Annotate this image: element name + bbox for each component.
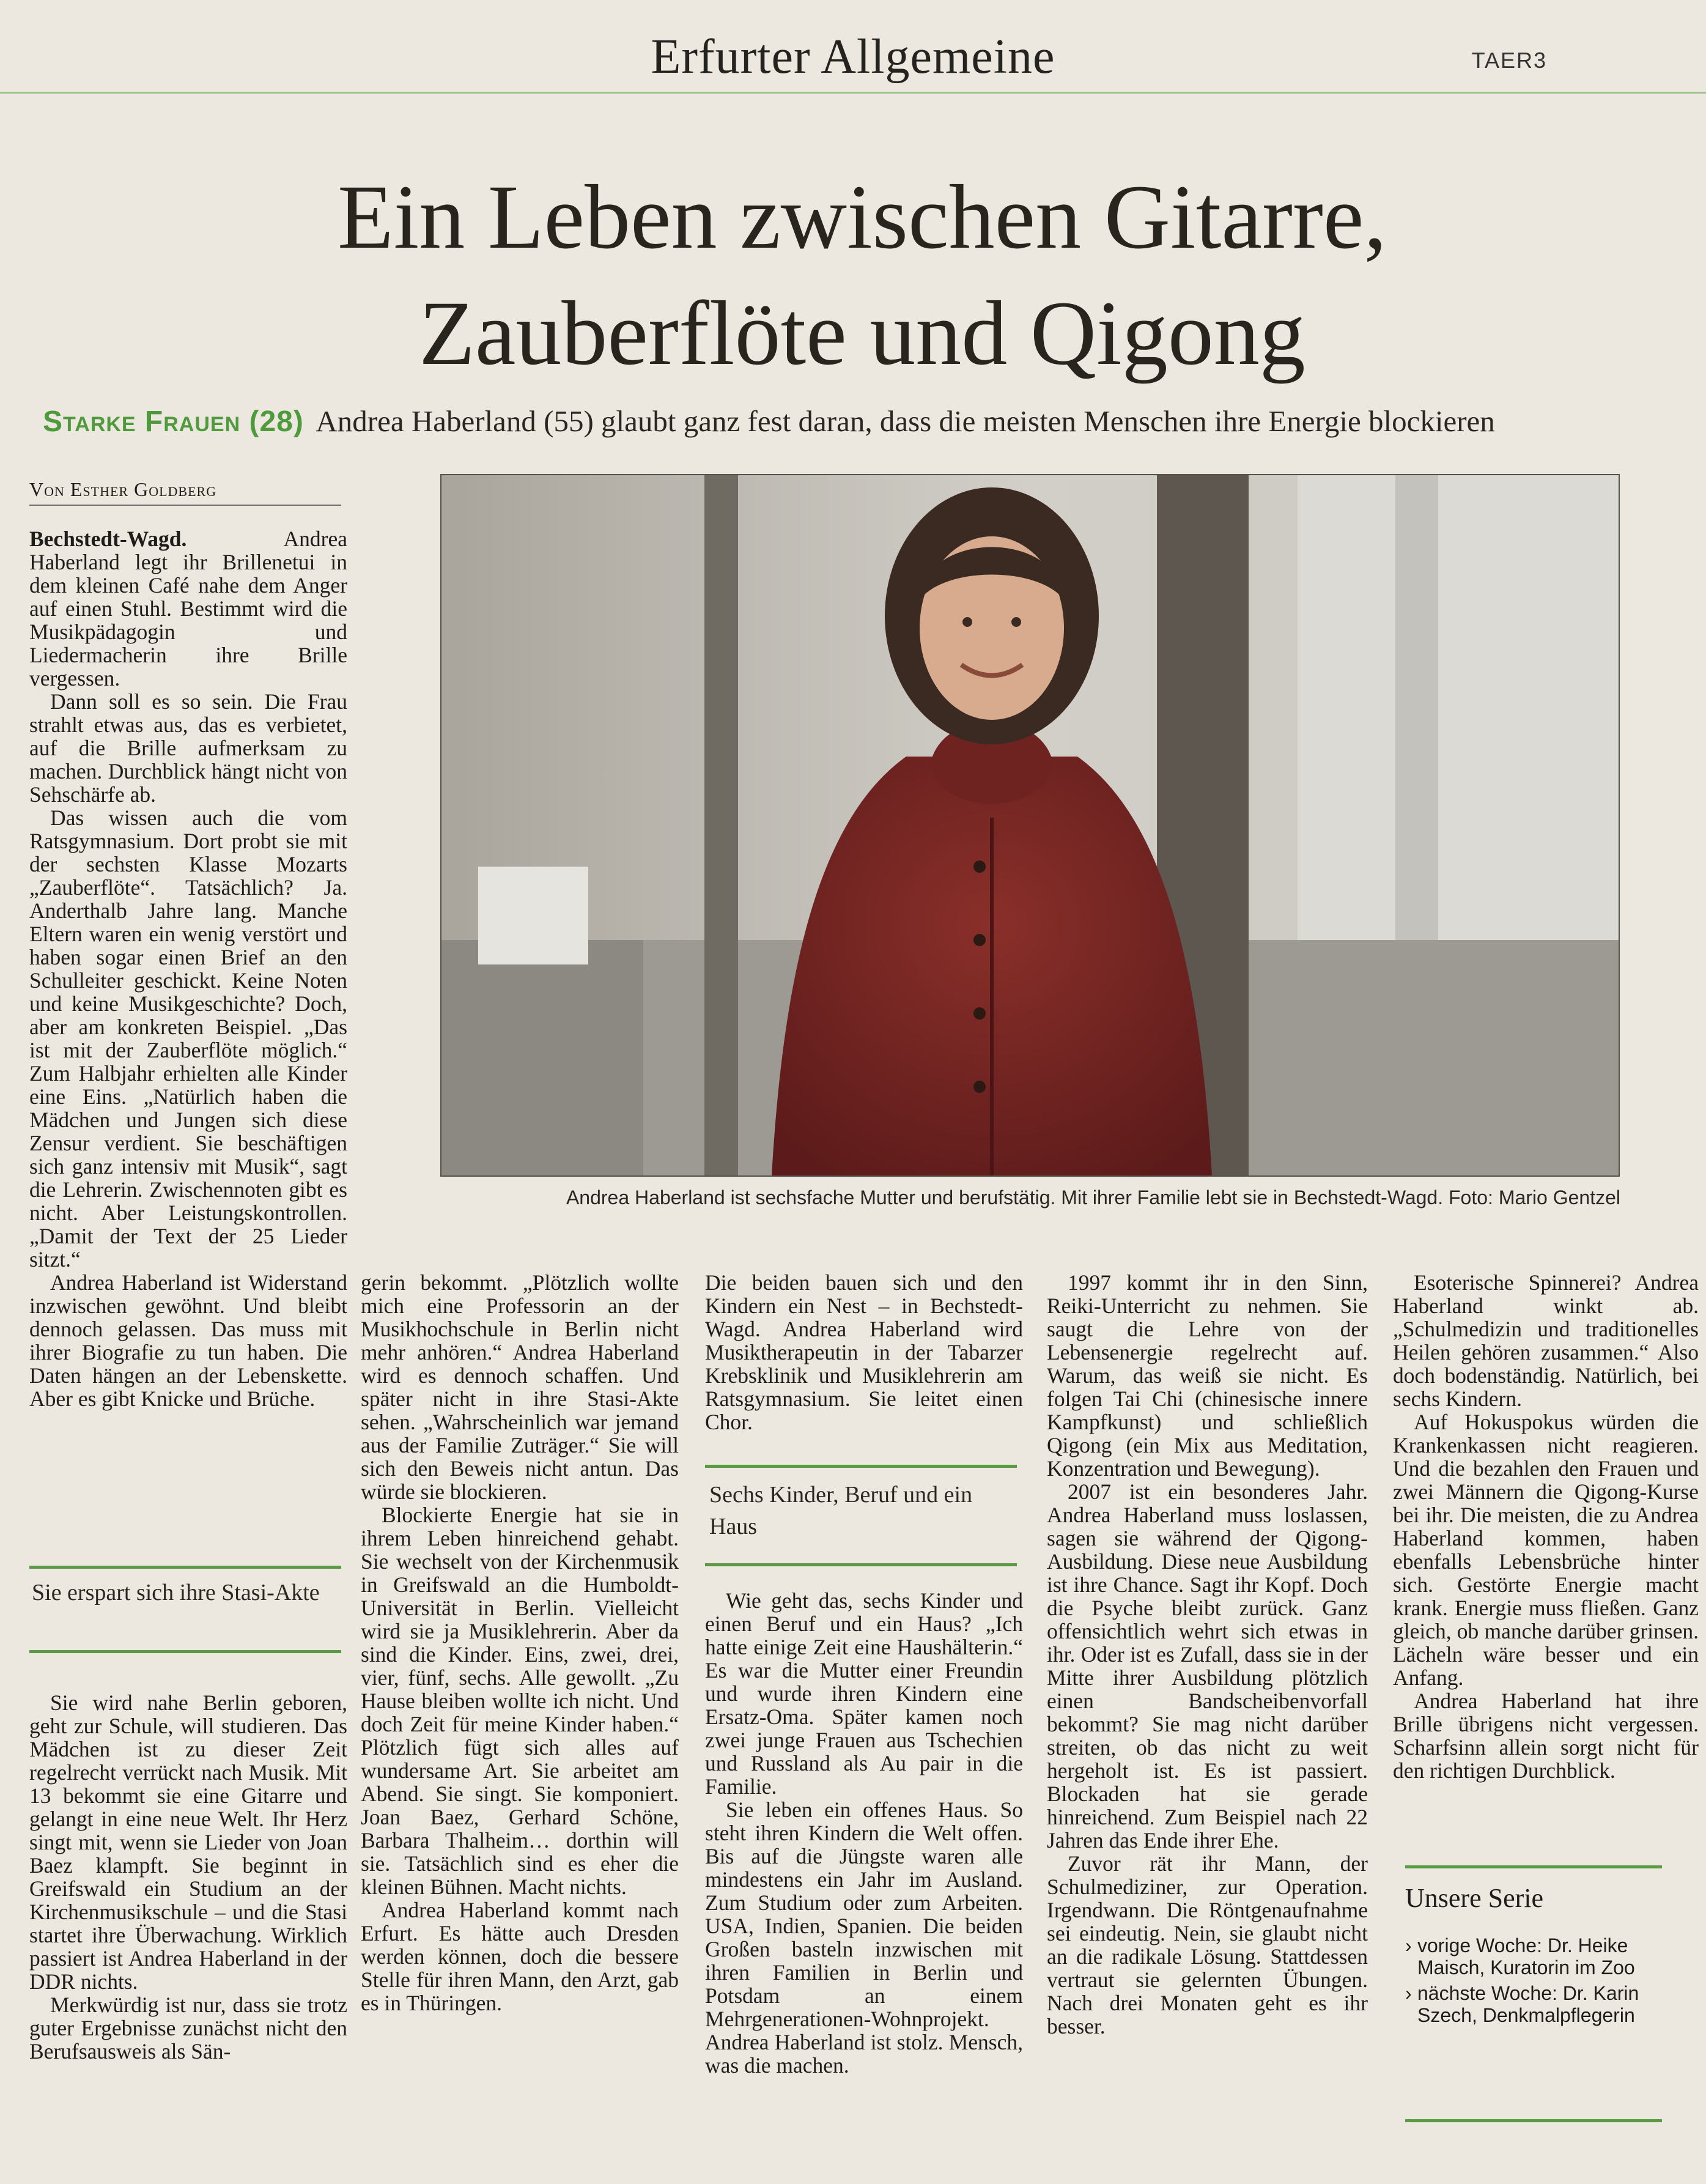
subhead-rule: [705, 1465, 1017, 1468]
kicker-text: Andrea Haberland (55) glaubt ganz fest daran, dass die meisten Menschen ihre Energie blockieren: [316, 404, 1495, 438]
paragraph: Andrea Haberland ist Widerstand inzwischen gewöhnt. Und bleibt dennoch gelassen. Das muss mit ihrer Biografie zu tun haben. Die Daten hängen an der Lebenskette. Aber es gibt Knicke und Brüche.: [29, 1270, 347, 1411]
lead-paragraph: [29, 527, 347, 690]
series-item-next: › nächste Woche: Dr. Karin Szech, Denkmalpflegerin: [1405, 1982, 1693, 2026]
column-2: [361, 1271, 679, 2015]
paragraph: Sie wird nahe Berlin geboren, geht zur Schule, will studieren. Das Mädchen ist zu dieser Zeit regelrecht verrückt nach Musik. Mit 13 bekommt sie eine Gitarre und gelangt in eine neue Welt. Ihr Herz singt mit, wenn sie Lieder von Joan Baez klampft. Sie beginnt in Greifswald ein Studium an der Kirchenmusikschule – und die Stasi startet ihre Überwachung. Wirklich passiert ist Andrea Haberland in der DDR nichts.: [29, 1690, 347, 1994]
headline-line-2: Zauberflöte und Qigong: [419, 283, 1305, 384]
paragraph: Blockierte Energie hat sie in ihrem Leben hinreichend gehabt. Sie wechselt von der Kirchenmusik in Greifswald an die Humboldt-Universität in Berlin. Vielleicht wird sie ja Musiklehrerin. Aber da sind die Kinder. Eins, zwei, drei, vier, fünf, sechs. Alle gewollt. „Zu Hause bleiben wollte ich nicht. Und doch Zeit für meine Kinder haben.“ Plötzlich fügt sich alles auf wundersame Art. Sie arbeitet am Abend. Sie singt. Sie komponiert. Joan Baez, Gerhard Schöne, Barbara Thalheim… dorthin will sie. Tatsächlich sind es eher die kleinen Bühnen. Macht nichts.: [361, 1503, 679, 1899]
article-kicker: [43, 404, 1682, 439]
column-1-continued: [29, 1691, 347, 2063]
paragraph: Merkwürdig ist nur, dass sie trotz guter Ergebnisse zunächst nicht den Berufsausweis als Sän-: [29, 1993, 347, 2064]
subhead-stasi: Sie erspart sich ihre Stasi-Akte: [32, 1580, 320, 1605]
serie-rule-bottom: [1405, 2119, 1662, 2122]
series-title: Unsere Serie: [1405, 1883, 1544, 1913]
paragraph: Zuvor rät ihr Mann, der Schulmediziner, zur Operation. Irgendwann. Die Röntgenaufnahme sei eindeutig. Nein, sie glaubt nicht an die radikale Lösung. Stattdessen vertraut sie gelernten Übungen. Nach drei Monaten geht es ihr besser.: [1047, 1851, 1368, 2038]
masthead: [0, 24, 1706, 89]
byline: Von Esther Goldberg: [29, 478, 341, 506]
paragraph: Dann soll es so sein. Die Frau strahlt etwas aus, das es verbietet, auf die Brille aufmerksam zu machen. Durchblick hängt nicht von Sehschärfe ab.: [29, 689, 347, 807]
subhead-rule: [29, 1650, 341, 1653]
subhead-rule: [705, 1563, 1017, 1566]
paragraph: Wie geht das, sechs Kinder und einen Beruf und ein Haus? „Ich hatte einige Zeit eine Haushälterin.“ Es war die Mutter einer Freundin und wurde ihren Kindern eine Ersatz-Oma. Später kamen noch zwei junge Frauen aus Tschechien und Russland als Au pair in die Familie.: [705, 1588, 1023, 1799]
paragraph: Andrea Haberland hat ihre Brille übrigens nicht vergessen. Scharfsinn allein sorgt nicht für den richtigen Durchblick.: [1393, 1689, 1699, 1783]
page-code: TAER3: [1471, 48, 1547, 73]
column-3: [705, 1271, 1023, 1434]
column-4: [1047, 1271, 1368, 2038]
series-rubric: Starke Frauen (28): [43, 405, 304, 438]
paragraph: Auf Hokuspokus würden die Krankenkassen nicht reagieren. Und die bezahlen den Frauen und zwei Männern die Qigong-Kurse bei ihr. Die meisten, die zu Andrea Haberland kommen, haben ebenfalls Lebensbrüche hinter sich. Gestörte Energie macht krank. Energie muss fließen. Ganz gleich, ob manche darüber grinsen. Lächeln wäre besser und ein Anfang.: [1393, 1410, 1699, 1690]
newspaper-name: Erfurter Allgemeine: [651, 30, 1055, 84]
dateline: Bechstedt-Wagd.: [29, 527, 187, 551]
paragraph: Andrea Haberland kommt nach Erfurt. Es hätte auch Dresden werden können, doch die bessere Stelle für ihren Mann, den Arzt, gab es in Thüringen.: [361, 1898, 679, 2015]
paragraph: Esoterische Spinnerei? Andrea Haberland winkt ab. „Schulmedizin und traditionelles Heilen gehören zusammen.“ Also doch bodenständig. Natürlich, bei sechs Kindern.: [1393, 1270, 1699, 1411]
series-item-previous: › vorige Woche: Dr. Heike Maisch, Kuratorin im Zoo: [1405, 1934, 1693, 1979]
photo-caption: Andrea Haberland ist sechsfache Mutter und berufstätig. Mit ihrer Familie lebt sie in Bechstedt-Wagd. Foto: Mario Gentzel: [566, 1186, 1620, 1209]
serie-rule-top: [1405, 1865, 1662, 1868]
paragraph: gerin bekommt. „Plötzlich wollte mich eine Professorin an der Musikhochschule in Berlin nicht mehr anhören.“ Andrea Haberland wird es dennoch schaffen. Und später nicht in ihre Stasi-Akte sehen. „Wahrscheinlich war jemand aus der Familie Zuträger.“ Sie will sich den Beweis nicht antun. Das würde sie blockieren.: [361, 1270, 679, 1504]
masthead-rule: [0, 92, 1706, 94]
portrait-illustration: [441, 475, 1619, 1175]
headline-line-1: Ein Leben zwischen Gitarre,: [338, 166, 1387, 268]
paragraph: 2007 ist ein besonderes Jahr. Andrea Haberland muss loslassen, sagen sie während der Qigong-Ausbildung. Diese neue Ausbildung ist ihre Chance. Sagt ihr Kopf. Doch die Psyche bleibt zurück. Ganz offensichtlich wehrt sich etwas in ihr. Oder ist es Zufall, dass sie in der Mitte ihrer Ausbildung plötzlich einen Bandscheibenvorfall bekommt? Sie mag nicht darüber streiten, ob das nicht zu weit hergeholt ist. Es ist passiert. Blockaden hat sie gerade hinreichend. Zum Beispiel nach 22 Jahren das Ende ihrer Ehe.: [1047, 1479, 1368, 1853]
article-photo: [440, 474, 1620, 1177]
paragraph: Die beiden bauen sich und den Kindern ein Nest – in Bechstedt-Wagd. Andrea Haberland wird Musiktherapeutin in der Tabarzer Krebsklinik und Musiklehrerin am Ratsgymnasium. Sie leitet einen Chor.: [705, 1270, 1023, 1434]
column-5: [1393, 1271, 1699, 1782]
series-box: [1405, 1882, 1693, 2030]
paragraph: Sie leben ein offenes Haus. So steht ihren Kindern die Welt offen. Bis auf die Jüngste waren alle mindestens ein Jahr im Ausland. Zum Studium oder zum Arbeiten. USA, Indien, Spanien. Die beiden Großen basteln inzwischen mit ihren Familien in Berlin und Potsdam an einem Mehrgenerationen-Wohnprojekt. Andrea Haberland ist stolz. Mensch, was die machen.: [705, 1797, 1023, 2078]
series-list: [1405, 1934, 1693, 2026]
article-headline: [73, 159, 1651, 391]
lead-text: Andrea Haberland legt ihr Brillenetui in dem kleinen Café nahe dem Anger auf einen Stuhl. Bestimmt wird die Musikpädagogin und Liedermacherin ihre Brille vergessen.: [29, 527, 347, 690]
column-1: [29, 527, 347, 1410]
subhead-kinder: Sechs Kinder, Beruf und ein Haus: [709, 1482, 973, 1539]
column-3-continued: [705, 1589, 1023, 2077]
paragraph: Das wissen auch die vom Ratsgymnasium. Dort probt sie mit der sechsten Klasse Mozarts „Zauberflöte“. Tatsächlich? Ja. Anderthalb Jahre lang. Manche Eltern waren ein wenig verstört und haben sogar einen Brief an den Schulleiter geschickt. Keine Noten und keine Musikgeschichte? Doch, aber am konkreten Beispiel. „Das ist mit der Zauberflöte möglich.“ Zum Halbjahr erhielten alle Kinder eine Eins. „Natürlich haben die Mädchen und Jungen sich diese Zensur verdient. Sie beschäftigen sich ganz intensiv mit Musik“, sagt die Lehrerin. Zwischennoten gibt es nicht. Aber Leistungskontrollen. „Damit der Text der 25 Lieder sitzt.“: [29, 805, 347, 1272]
paragraph: 1997 kommt ihr in den Sinn, Reiki-Unterricht zu nehmen. Sie saugt die Lehre von der Lebensenergie regelrecht auf. Warum, das weiß sie nicht. Es folgen Tai Chi (chinesische innere Kampfkunst) und schließlich Qigong (ein Mix aus Meditation, Konzentration und Bewegung).: [1047, 1270, 1368, 1481]
subhead-rule: [29, 1566, 341, 1569]
